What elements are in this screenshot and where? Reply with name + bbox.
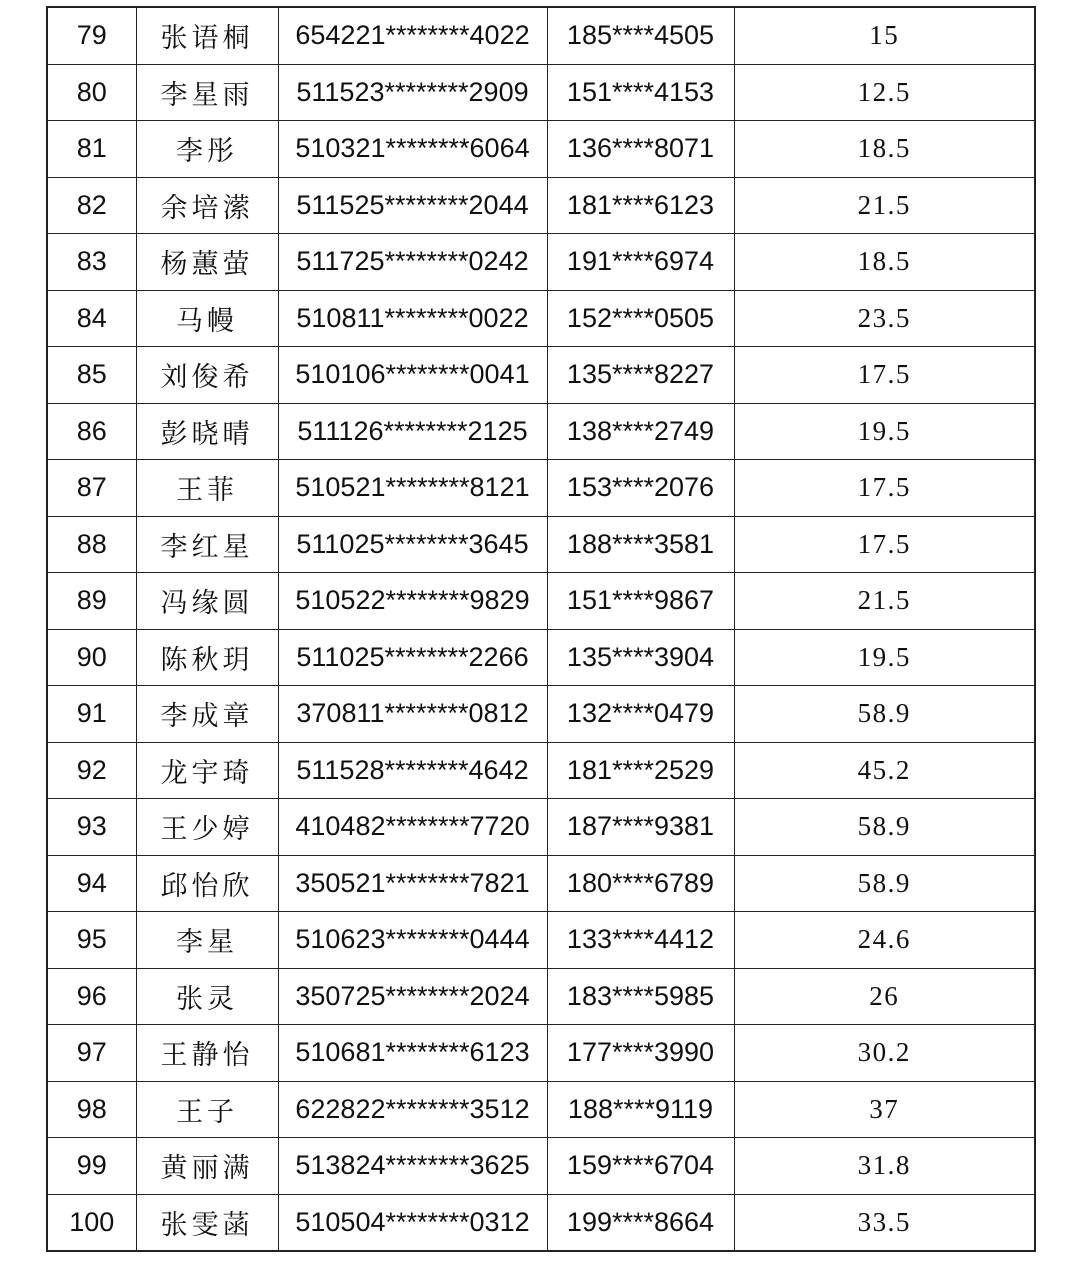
phone-cell: 185****4505 (547, 7, 734, 64)
phone-cell: 151****4153 (547, 64, 734, 121)
score-cell: 31.8 (734, 1138, 1035, 1195)
id-number-cell: 622822********3512 (278, 1081, 547, 1138)
id-number-cell: 511025********3645 (278, 516, 547, 573)
phone-cell: 183****5985 (547, 968, 734, 1025)
name-cell: 余培潆 (136, 177, 278, 234)
row-number-cell: 88 (47, 516, 136, 573)
id-number-cell: 654221********4022 (278, 7, 547, 64)
score-cell: 24.6 (734, 912, 1035, 969)
id-number-cell: 511528********4642 (278, 742, 547, 799)
score-cell: 58.9 (734, 799, 1035, 856)
id-number-cell: 510623********0444 (278, 912, 547, 969)
name-cell: 李星 (136, 912, 278, 969)
score-cell: 17.5 (734, 460, 1035, 517)
name-cell: 王子 (136, 1081, 278, 1138)
phone-cell: 136****8071 (547, 121, 734, 178)
score-cell: 19.5 (734, 629, 1035, 686)
id-number-cell: 510504********0312 (278, 1194, 547, 1251)
row-number-cell: 98 (47, 1081, 136, 1138)
score-cell: 21.5 (734, 573, 1035, 630)
phone-cell: 138****2749 (547, 403, 734, 460)
score-cell: 18.5 (734, 234, 1035, 291)
row-number-cell: 93 (47, 799, 136, 856)
table-row (47, 347, 1035, 404)
table-row (47, 121, 1035, 178)
id-number-cell: 513824********3625 (278, 1138, 547, 1195)
row-number-cell: 81 (47, 121, 136, 178)
phone-cell: 152****0505 (547, 290, 734, 347)
id-number-cell: 510521********8121 (278, 460, 547, 517)
id-number-cell: 511126********2125 (278, 403, 547, 460)
phone-cell: 177****3990 (547, 1025, 734, 1082)
phone-cell: 199****8664 (547, 1194, 734, 1251)
row-number-cell: 96 (47, 968, 136, 1025)
id-number-cell: 511025********2266 (278, 629, 547, 686)
score-cell: 45.2 (734, 742, 1035, 799)
phone-cell: 181****2529 (547, 742, 734, 799)
score-cell: 19.5 (734, 403, 1035, 460)
name-cell: 李星雨 (136, 64, 278, 121)
id-number-cell: 510522********9829 (278, 573, 547, 630)
score-cell: 30.2 (734, 1025, 1035, 1082)
table-row (47, 1025, 1035, 1082)
name-cell: 刘俊希 (136, 347, 278, 404)
phone-cell: 188****3581 (547, 516, 734, 573)
row-number-cell: 92 (47, 742, 136, 799)
row-number-cell: 83 (47, 234, 136, 291)
name-cell: 冯缘圆 (136, 573, 278, 630)
name-cell: 张灵 (136, 968, 278, 1025)
name-cell: 黄丽满 (136, 1138, 278, 1195)
table-row (47, 290, 1035, 347)
table-row (47, 460, 1035, 517)
table-row (47, 912, 1035, 969)
score-cell: 18.5 (734, 121, 1035, 178)
score-cell: 15 (734, 7, 1035, 64)
table-row (47, 64, 1035, 121)
table-row (47, 516, 1035, 573)
row-number-cell: 90 (47, 629, 136, 686)
table-row (47, 855, 1035, 912)
score-cell: 21.5 (734, 177, 1035, 234)
table-row (47, 7, 1035, 64)
row-number-cell: 95 (47, 912, 136, 969)
phone-cell: 135****3904 (547, 629, 734, 686)
table-row (47, 742, 1035, 799)
phone-cell: 181****6123 (547, 177, 734, 234)
row-number-cell: 87 (47, 460, 136, 517)
row-number-cell: 85 (47, 347, 136, 404)
row-number-cell: 91 (47, 686, 136, 743)
table-row (47, 799, 1035, 856)
name-cell: 邱怡欣 (136, 855, 278, 912)
table-row (47, 403, 1035, 460)
table-row (47, 1138, 1035, 1195)
phone-cell: 159****6704 (547, 1138, 734, 1195)
name-cell: 张雯菡 (136, 1194, 278, 1251)
id-number-cell: 510106********0041 (278, 347, 547, 404)
table-row (47, 686, 1035, 743)
row-number-cell: 89 (47, 573, 136, 630)
phone-cell: 180****6789 (547, 855, 734, 912)
row-number-cell: 82 (47, 177, 136, 234)
name-cell: 李成章 (136, 686, 278, 743)
name-cell: 彭晓晴 (136, 403, 278, 460)
name-cell: 张语桐 (136, 7, 278, 64)
row-number-cell: 79 (47, 7, 136, 64)
table-row (47, 968, 1035, 1025)
id-number-cell: 510321********6064 (278, 121, 547, 178)
id-number-cell: 510811********0022 (278, 290, 547, 347)
name-cell: 王静怡 (136, 1025, 278, 1082)
score-cell: 58.9 (734, 855, 1035, 912)
name-cell: 龙宇琦 (136, 742, 278, 799)
table-row (47, 573, 1035, 630)
score-cell: 58.9 (734, 686, 1035, 743)
table-row (47, 177, 1035, 234)
id-number-cell: 350725********2024 (278, 968, 547, 1025)
row-number-cell: 86 (47, 403, 136, 460)
id-number-cell: 350521********7821 (278, 855, 547, 912)
row-number-cell: 84 (47, 290, 136, 347)
score-cell: 12.5 (734, 64, 1035, 121)
score-cell: 33.5 (734, 1194, 1035, 1251)
score-cell: 26 (734, 968, 1035, 1025)
phone-cell: 188****9119 (547, 1081, 734, 1138)
score-cell: 17.5 (734, 516, 1035, 573)
phone-cell: 133****4412 (547, 912, 734, 969)
id-number-cell: 511725********0242 (278, 234, 547, 291)
name-cell: 李彤 (136, 121, 278, 178)
table-row (47, 1081, 1035, 1138)
phone-cell: 151****9867 (547, 573, 734, 630)
name-cell: 李红星 (136, 516, 278, 573)
phone-cell: 187****9381 (547, 799, 734, 856)
phone-cell: 153****2076 (547, 460, 734, 517)
name-cell: 王少婷 (136, 799, 278, 856)
roster-table (46, 6, 1036, 1252)
id-number-cell: 510681********6123 (278, 1025, 547, 1082)
roster-table-body (47, 7, 1035, 1251)
score-cell: 37 (734, 1081, 1035, 1138)
row-number-cell: 94 (47, 855, 136, 912)
phone-cell: 135****8227 (547, 347, 734, 404)
row-number-cell: 97 (47, 1025, 136, 1082)
table-row (47, 234, 1035, 291)
score-cell: 17.5 (734, 347, 1035, 404)
id-number-cell: 410482********7720 (278, 799, 547, 856)
id-number-cell: 511523********2909 (278, 64, 547, 121)
score-cell: 23.5 (734, 290, 1035, 347)
row-number-cell: 99 (47, 1138, 136, 1195)
phone-cell: 191****6974 (547, 234, 734, 291)
id-number-cell: 370811********0812 (278, 686, 547, 743)
name-cell: 杨蕙萤 (136, 234, 278, 291)
table-row (47, 1194, 1035, 1251)
table-row (47, 629, 1035, 686)
name-cell: 王菲 (136, 460, 278, 517)
phone-cell: 132****0479 (547, 686, 734, 743)
name-cell: 陈秋玥 (136, 629, 278, 686)
row-number-cell: 80 (47, 64, 136, 121)
row-number-cell: 100 (47, 1194, 136, 1251)
id-number-cell: 511525********2044 (278, 177, 547, 234)
name-cell: 马幔 (136, 290, 278, 347)
